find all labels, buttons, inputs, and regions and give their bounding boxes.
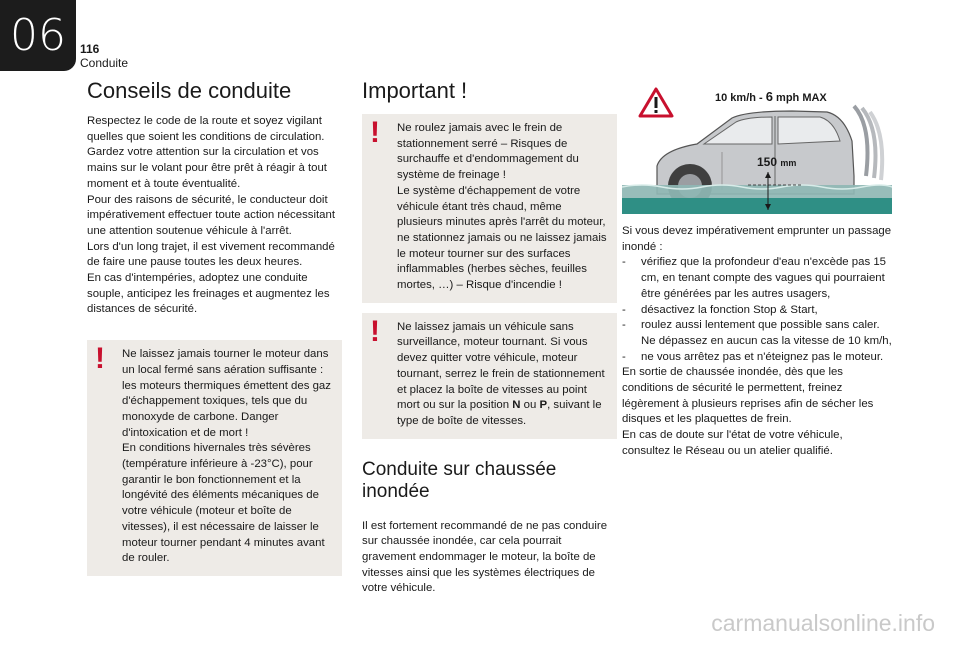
- flood-outro-paragraph: En cas de doute sur l'état de votre véhicule, consultez le Réseau ou un atelier qualifié.: [622, 429, 843, 457]
- driving-advice-title: Conseils de conduite: [87, 78, 292, 103]
- warning-exclamation-icon: !: [370, 314, 380, 348]
- list-item: - désactivez la fonction Stop & Start,: [622, 303, 892, 319]
- advice-paragraph: Respectez le code de la route et soyez vigilant quelles que soient les conditions de circulation.: [87, 115, 325, 143]
- flood-outro-paragraph: En sortie de chaussée inondée, dès que les conditions de sécurité le permettent, freinez légèrement à plusieurs reprises afin de sécher les disques et les plaquettes de frein.: [622, 366, 874, 426]
- warning-paragraph: En conditions hivernales très sévères (température inférieure à -23°C), pour garantir le bon fonctionnement et la longévité des éléments mécaniques de votre véhicule (moteur et boîte de vitesses), il est nécessaire de laisser le moteur tourner pendant 4 minutes avant de rouler.: [122, 442, 325, 565]
- section-name: Conduite: [80, 56, 129, 70]
- parking-brake-warning-box: [362, 114, 617, 303]
- page-number: 116: [80, 42, 100, 56]
- advice-paragraph: Gardez votre attention sur la circulation et vos mains sur le volant pour être prêt à réagir à tout moment et à toute éventualité.: [87, 146, 327, 190]
- important-title: Important !: [362, 78, 468, 103]
- flooded-road-title: Conduite sur chaussée inondée: [362, 458, 557, 502]
- max-depth-label: 150 mm: [757, 155, 797, 169]
- advice-paragraph: Pour des raisons de sécurité, le conducteur doit impérativement effectuer toute action nécessitant une attention soutenue véhicule à l'arrêt.: [87, 193, 335, 237]
- column-flooded-road: [622, 86, 892, 460]
- unattended-vehicle-warning-box: [362, 313, 617, 439]
- watermark: carmanualsonline.info: [711, 610, 935, 636]
- warning-paragraph: Ne laissez jamais tourner le moteur dans un local fermé sans aération suffisante : les moteurs thermiques émettent des gaz d'échappement toxiques, tels que du monoxyde de carbone. Danger d'intoxication et de mort !: [122, 348, 331, 439]
- list-item: - ne vous arrêtez pas et n'éteignez pas le moteur.: [622, 350, 892, 366]
- warning-exclamation-icon: !: [370, 116, 380, 149]
- engine-warning-box: [87, 340, 342, 576]
- warning-paragraph: Ne roulez jamais avec le frein de stationnement serré – Risques de surchauffe et d'endommagement du système de freinage !: [397, 122, 579, 182]
- list-item: - roulez aussi lentement que possible sans caler. Ne dépassez en aucun cas la vitesse de 10 km/h,: [622, 318, 892, 349]
- flood-intro: Si vous devez impérativement emprunter un passage inondé :: [622, 225, 892, 253]
- warning-exclamation-icon: !: [95, 342, 105, 376]
- flood-checklist: [622, 255, 892, 365]
- max-speed-label: 10 km/h - 6 mph MAX: [715, 89, 827, 104]
- list-item: - vérifiez que la profondeur d'eau n'excède pas 15 cm, en tenant compte des vagues qui pourraient être générées par les autres usagers,: [622, 255, 892, 302]
- advice-paragraph: En cas d'intempéries, adoptez une conduite souple, anticipez les freinages et augmentez les distances de sécurité.: [87, 272, 330, 316]
- advice-paragraph: Lors d'un long trajet, il est vivement recommandé de faire une pause toutes les deux heures.: [87, 240, 335, 269]
- column-important: [362, 78, 617, 597]
- warning-paragraph: Le système d'échappement de votre véhicule étant très chaud, même plusieurs minutes après l'arrêt du moteur, ne stationnez jamais ou ne laissez jamais le moteur tourner sur des surfaces inflammables (herbes sèches, feuilles mortes, …) – Risque d'incendie !: [397, 184, 607, 292]
- flooded-road-illustration: [622, 86, 892, 214]
- chapter-tab: 06: [0, 0, 76, 71]
- column-driving-advice: [87, 78, 342, 576]
- flooded-road-paragraph: Il est fortement recommandé de ne pas conduire sur chaussée inondée, car cela pourrait gravement endommager le moteur, la boîte de vitesses ainsi que les systèmes électriques de votre véhicule.: [362, 519, 608, 595]
- warning-paragraph: Ne laissez jamais un véhicule sans surveillance, moteur tournant. Si vous devez quitter votre véhicule, moteur tournant, serrez le frein de stationnement et placez la boîte de vitesses au point mort ou sur la position N ou P, suivant le type de boîte de vitesses.: [397, 320, 605, 427]
- driving-advice-text: [87, 114, 342, 318]
